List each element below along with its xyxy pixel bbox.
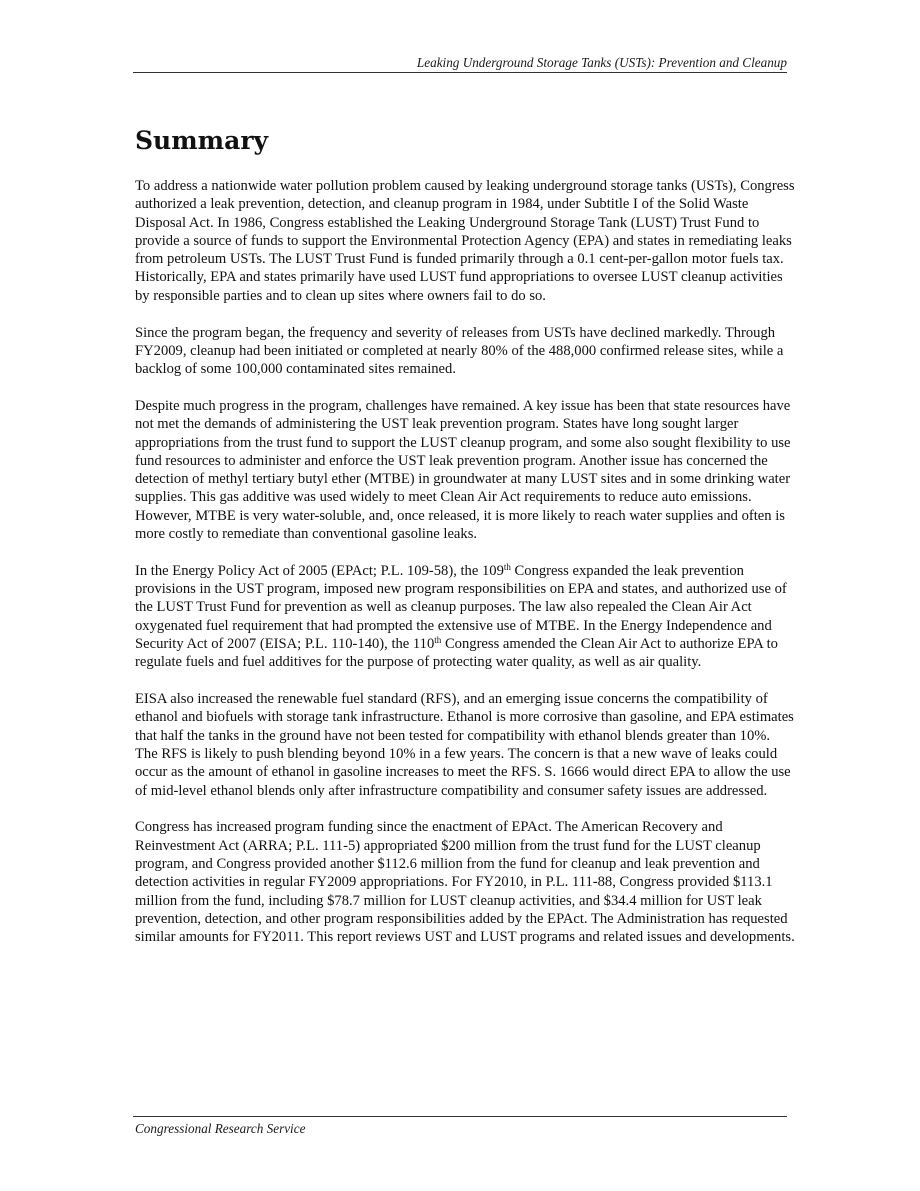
ordinal-suffix: th — [503, 561, 511, 572]
paragraph-6: Congress has increased program funding since the enactment of EPAct. The American Recovery and Reinvestment Act (ARRA; P.L. 111-5) appropriated $200 million from the trust fund for the LUST cleanup program, and Congress provided another $112.6 million from the fund for cleanup and leak prevention and detection activities in regular FY2009 appropriations. For FY2010, in P.L. 111-88, Congress provided $113.1 million from the fund, including $78.7 million for LUST cleanup activities, and $34.4 million for UST leak prevention, detection, and other program responsibilities added by the EPAct. The Administration has requested similar amounts for FY2011. This report reviews UST and LUST programs and related issues and developments. — [135, 819, 795, 946]
footer-divider — [133, 1116, 787, 1117]
running-header: Leaking Underground Storage Tanks (USTs): Prevention and Cleanup — [416, 55, 787, 70]
paragraph-4-part-1: In the Energy Policy Act of 2005 (EPAct; P.L. 109-58), the 109 — [135, 562, 504, 579]
paragraph-4 — [135, 562, 795, 672]
summary-body — [135, 177, 795, 965]
paragraph-2: Since the program began, the frequency and severity of releases from USTs have declined markedly. Through FY2009, cleanup had been initiated or completed at nearly 80% of the 488,000 confirmed release sites, while a backlog of some 100,000 contaminated sites remained. — [135, 324, 784, 378]
paragraph-3: Despite much progress in the program, challenges have remained. A key issue has been that state resources have not met the demands of administering the UST leak prevention program. States have long sought larger appropriations from the trust fund to support the LUST cleanup program, and some also sought flexibility to use fund resources to administer and enforce the UST leak prevention program. Another issue has concerned the detection of methyl tertiary butyl ether (MTBE) in groundwater at many LUST sites and in some drinking water supplies. This gas additive was used widely to meet Clean Air Act requirements to reduce auto emissions. However, MTBE is very water-soluble, and, once released, it is more likely to reach water supplies and often is more costly to remediate than conventional gasoline leaks. — [135, 397, 791, 543]
paragraph-5: EISA also increased the renewable fuel standard (RFS), and an emerging issue concerns the compatibility of ethanol and biofuels with storage tank infrastructure. Ethanol is more corrosive than gasoline, and EPA estimates that half the tanks in the ground have not been tested for compatibility with ethanol blends greater than 10%. The RFS is likely to push blending beyond 10% in a few years. The concern is that a new wave of leaks could occur as the amount of ethanol in gasoline increases to meet the RFS. S. 1666 would direct EPA to allow the use of mid-level ethanol blends only after infrastructure compatibility and consumer safety issues are addressed. — [135, 691, 794, 799]
paragraph-1: To address a nationwide water pollution problem caused by leaking underground storage tanks (USTs), Congress authorized a leak prevention, detection, and cleanup program in 1984, under Subtitle I of the Solid Waste Disposal Act. In 1986, Congress established the Leaking Underground Storage Tank (LUST) Trust Fund to provide a source of funds to support the Environmental Protection Agency (EPA) and states in remediating leaks from petroleum USTs. The LUST Trust Fund is funded primarily through a 0.1 cent-per-gallon motor fuels tax. Historically, EPA and states primarily have used LUST fund appropriations to oversee LUST cleanup activities by responsible parties and to clean up sites where owners fail to do so. — [135, 178, 795, 304]
paragraph-4-part-2: Congress expanded the leak prevention provisions in the UST program, imposed new program responsibilities on EPA and states, and authorized use of the LUST Trust Fund for prevention as well as cleanup purposes. The law also repealed the Clean Air Act oxygenated fuel requirement that had prompted the extensive use of MTBE. In the Energy Independence and Security Act of 2007 (EISA; P.L. 110-140), the 110 — [135, 562, 787, 653]
ordinal-suffix: th — [434, 635, 442, 646]
footer-publisher: Congressional Research Service — [135, 1121, 306, 1136]
header-divider — [133, 72, 787, 73]
paragraph-4-part-3: Congress amended the Clean Air Act to authorize EPA to regulate fuels and fuel additives for the purpose of protecting water quality, as well as air quality. — [135, 636, 778, 671]
page-title: Summary — [135, 126, 269, 155]
